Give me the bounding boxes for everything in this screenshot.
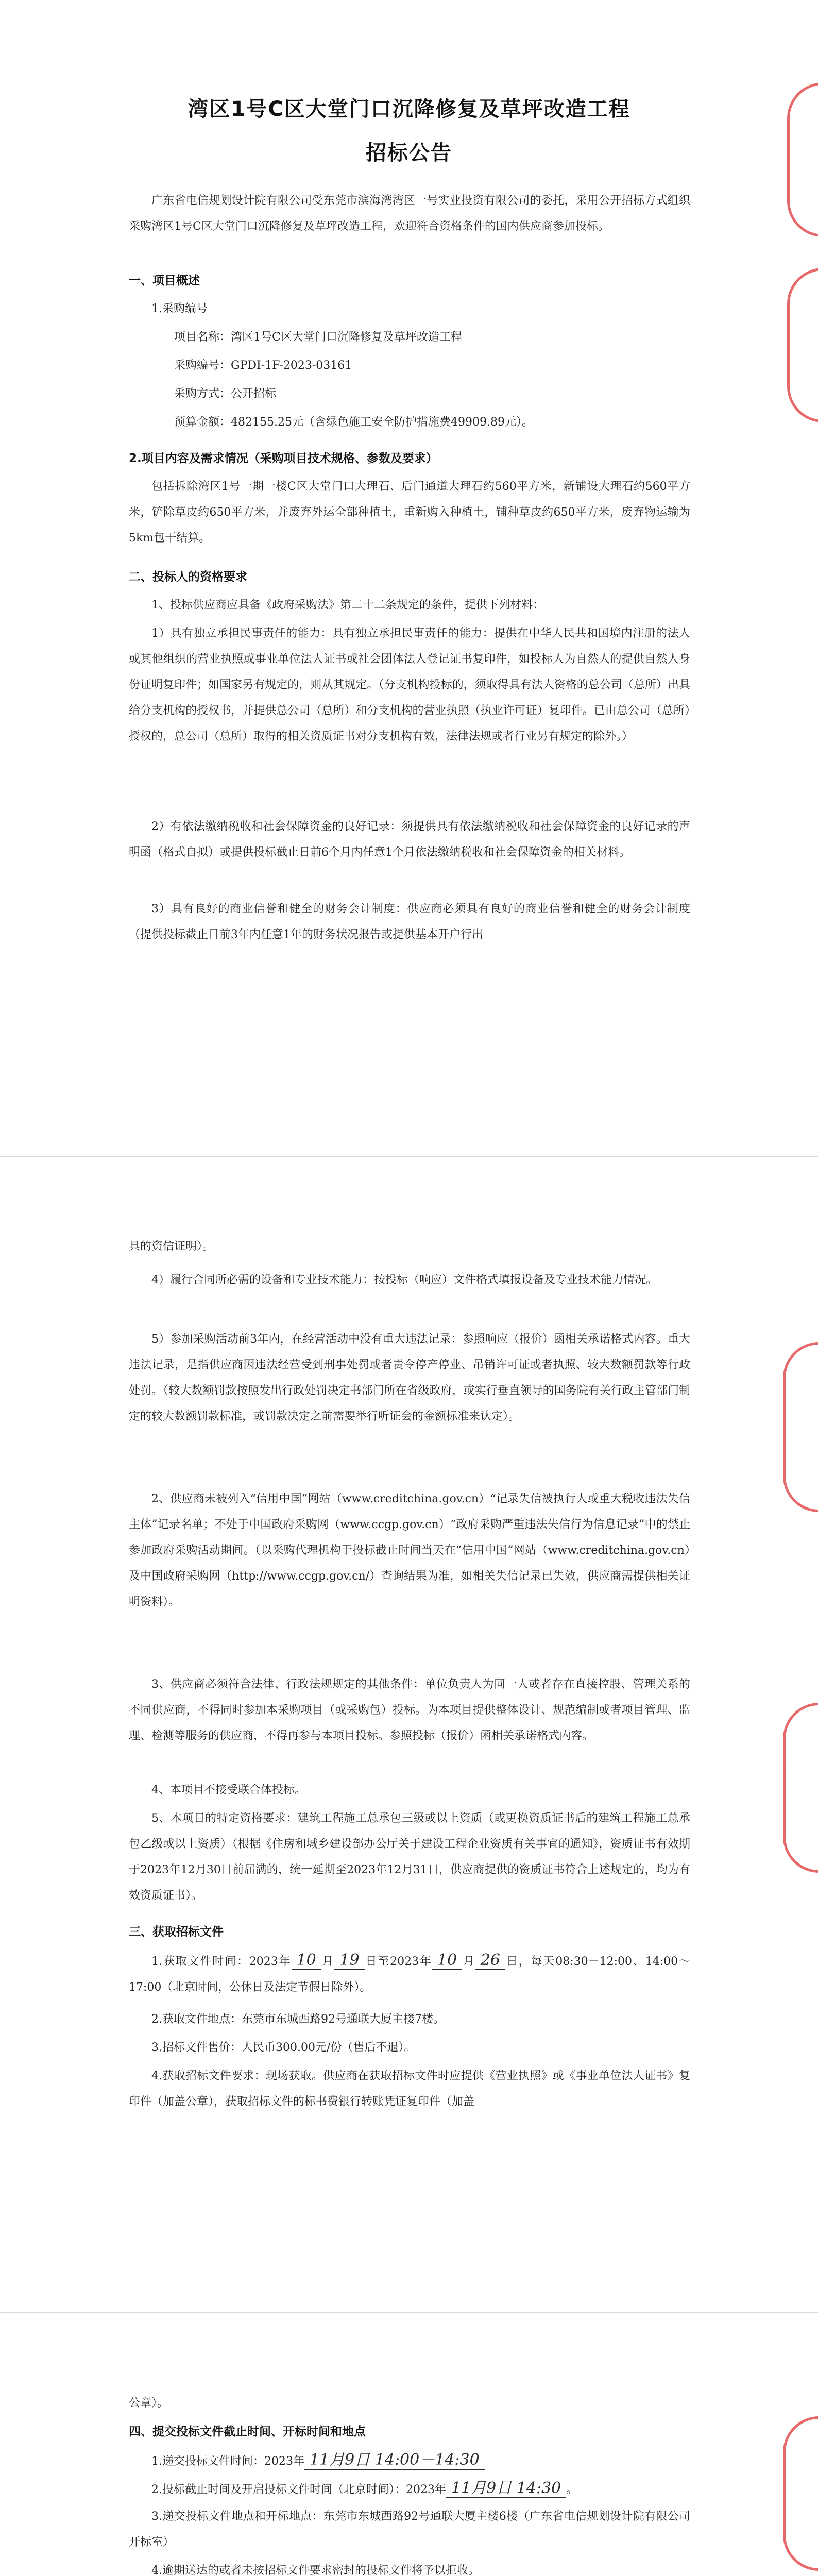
late-submission-note: 4.逾期送达的或者未按招标文件要求密封的投标文件将予以拒收。	[151, 2564, 480, 2576]
subsection-1-2: 2.项目内容及需求情况（采购项目技术规格、参数及要求）	[129, 452, 438, 465]
seal-fragment	[783, 1703, 818, 1873]
qualification-1: 1）具有独立承担民事责任的能力：具有独立承担民事责任的能力：提供在中华人民共和国境内注册的法人或其他组织的营业执照或事业单位法人证书或社会团体法人登记证书复印件，如投标人为自然人的提供自然人身份证明复印件；如国家另有规定的，则从其规定。（分支机构投标的，须取得具有法人资格的总公司（总所）出具给分支机构的授权书，并提供总公司（总所）和分支机构的营业执照（执业许可证）复印件。已由总公司（总所）授权的，总公司（总所）取得的相关资质证书对分支机构有效，法律法规或者行业另有规定的除外。）	[129, 627, 690, 743]
requirement-specific: 5、本项目的特定资格要求：建筑工程施工总承包三级或以上资质（或更换资质证书后的建筑工程施工总承包乙级或以上资质）（根据《住房和城乡建设部办公厅关于建设工程企业资质有关事宜的通知》，资质证书有效期于2023年12月30日前届满的，统一延期至2023年12月31日，供应商提供的资质证书符合上述规定的，均为有效资质证书）。	[129, 1812, 690, 1902]
page-2	[0, 1157, 818, 2312]
intro-paragraph: 广东省电信规划设计院有限公司受东莞市滨海湾湾区一号实业投资有限公司的委托，采用公开招标方式组织采购湾区1号C区大堂门口沉降修复及草坪改造工程，欢迎符合资格条件的国内供应商参加投标。	[129, 194, 690, 233]
doc-subtitle: 招标公告	[366, 141, 452, 165]
requirement-no-consortium: 4、本项目不接受联合体投标。	[151, 1784, 306, 1797]
qualification-4: 4）履行合同所必需的设备和专业技术能力：按投标（响应）文件格式填报设备及专业技术能力情况。	[151, 1274, 658, 1286]
page-1	[0, 0, 818, 1156]
handwritten-day: 26	[475, 1951, 505, 1970]
handwritten-deadline: 11月9日 14:30	[446, 2479, 566, 2498]
get-docs-requirement: 4.获取招标文件要求：现场获取。供应商在获取招标文件时应提供《营业执照》或《事业单位法人证书》复印件（加盖公章），获取招标文件的标书费银行转账凭证复印件（加盖	[129, 2070, 690, 2108]
continued-text: 公章）。	[129, 2397, 169, 2410]
project-budget: 预算金额：482155.25元（含绿色施工安全防护措施费49909.89元）。	[174, 416, 533, 429]
section-4-heading: 四、提交投标文件截止时间、开标时间和地点	[129, 2425, 366, 2438]
project-method: 采购方式：公开招标	[174, 387, 277, 400]
qualification-3: 3）具有良好的商业信誉和健全的财务会计制度：供应商必须具有良好的商业信誉和健全的财务会计制度（提供投标截止日前3年内任意1年的财务状况报告或提供基本开户行出	[129, 903, 690, 941]
project-code: 采购编号：GPDI-1F-2023-03161	[174, 359, 352, 372]
subsection-1-1: 1.采购编号	[151, 302, 208, 315]
section-3-heading: 三、获取招标文件	[129, 1925, 224, 1939]
requirement-other: 3、供应商必须符合法律、行政法规规定的其他条件：单位负责人为同一人或者存在直接控股、管理关系的不同供应商，不得同时参加本采购项目（或采购包）投标。为本项目提供整体设计、规范编制或者项目管理、监理、检测等服务的供应商，不得再参与本项目投标。参照投标（报价）函相关承诺格式内容。	[129, 1678, 690, 1742]
section-2-heading: 二、投标人的资格要求	[129, 570, 247, 584]
continued-text: 具的资信证明）。	[129, 1240, 214, 1253]
docs-price: 3.招标文件售价：人民币300.00元/份（售后不退）。	[151, 2041, 416, 2054]
page-3	[0, 2313, 818, 2576]
submit-place: 3.递交投标文件地点和开标地点：东莞市东城西路92号通联大厦主楼6楼（广东省电信规划设计院有限公司开标室）	[129, 2510, 690, 2549]
qualification-2: 2）有依法缴纳税收和社会保障资金的良好记录：须提供具有依法缴纳税收和社会保障资金的良好记录的声明函（格式自拟）或提供投标截止日前6个月内任意1个月依法缴纳税收和社会保障资金的相关材料。	[129, 820, 690, 859]
get-docs-time: 1.获取文件时间：2023年 10 月 19 日至2023年 10 月 26 日，每天08:30－12:00、14:00～17:00（北京时间，公休日及法定节假日除外）。	[129, 1951, 690, 1994]
handwritten-submit-time: 11月9日 14:00－14:30	[304, 2451, 485, 2470]
seal-fragment	[783, 1342, 818, 1512]
handwritten-month: 10	[292, 1951, 321, 1970]
qualification-intro: 1、投标供应商应具备《政府采购法》第二十二条规定的条件，提供下列材料：	[151, 599, 544, 612]
seal-fragment	[787, 268, 818, 422]
seal-fragment	[787, 82, 818, 237]
submit-time: 1.递交投标文件时间：2023年 11月9日 14:00－14:30	[129, 2447, 690, 2475]
qualification-5: 5）参加采购活动前3年内，在经营活动中没有重大违法记录：参照响应（报价）函相关承诺格式内容。重大违法记录，是指供应商因违法经营受到刑事处罚或者责令停产停业、吊销许可证或者执照、较大数额罚款等行政处罚。（较大数额罚款按照发出行政处罚决定书部门所在省级政府，或实行垂直领导的国务院有关行政主管部门制定的较大数额罚款标准，或罚款决定之前需要举行听证会的金额标准来认定）。	[129, 1333, 690, 1423]
seal-fragment	[783, 2416, 818, 2571]
requirement-credit: 2、供应商未被列入“信用中国”网站（www.creditchina.gov.cn）“记录失信被执行人或重大税收违法失信主体”记录名单；不处于中国政府采购网（www.ccgp.gov.cn）“政府采购严重违法失信行为信息记录”中的禁止参加政府采购活动期间。（以采购代理机构于投标截止时间当天在“信用中国”网站（www.creditchina.gov.cn）及中国政府采购网（http://www.ccgp.gov.cn/）查询结果为准，如相关失信记录已失效，供应商需提供相关证明资料）。	[129, 1493, 690, 1608]
project-content: 包括拆除湾区1号一期一楼C区大堂门口大理石、后门通道大理石约560平方米，新铺设大理石约560平方米，铲除草皮约650平方米，并废弃外运全部种植土，重新购入种植土，铺种草皮约650平方米，废弃物运输为5km包干结算。	[129, 480, 690, 545]
deadline-time: 2.投标截止时间及开启投标文件时间（北京时间）：2023年 11月9日 14:30 。	[151, 2479, 578, 2497]
handwritten-day: 19	[334, 1951, 364, 1970]
section-1-heading: 一、项目概述	[129, 274, 200, 287]
doc-title: 湾区1号C区大堂门口沉降修复及草坪改造工程	[188, 97, 630, 121]
handwritten-month: 10	[432, 1951, 462, 1970]
get-docs-place: 2.获取文件地点：东莞市东城西路92号通联大厦主楼7楼。	[151, 2013, 445, 2026]
project-name: 项目名称：湾区1号C区大堂门口沉降修复及草坪改造工程	[174, 331, 462, 344]
